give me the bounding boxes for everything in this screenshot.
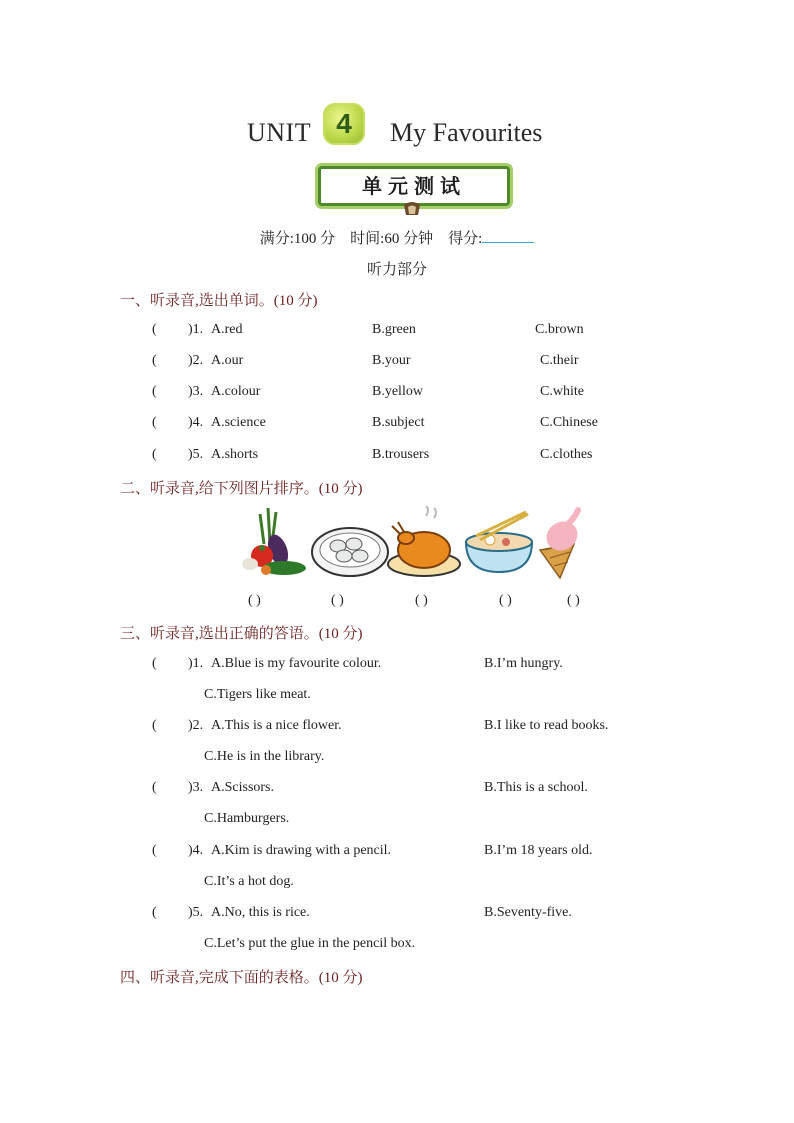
dumplings-icon (312, 528, 388, 576)
answer-paren[interactable]: ( (152, 415, 157, 430)
order-blank[interactable]: ( ) (415, 593, 428, 608)
option-a: A.Blue is my favourite colour. (211, 656, 382, 671)
roast-chicken-icon (388, 506, 460, 576)
unit-title: My Favourites (390, 118, 543, 147)
time-limit: 时间:60 分钟 (350, 231, 434, 247)
question-number: )4. (188, 843, 204, 858)
answer-paren[interactable]: ( (152, 718, 157, 733)
order-blank[interactable]: ( ) (499, 593, 512, 608)
question-number: )1. (188, 322, 204, 337)
unit-label: UNIT (247, 118, 312, 147)
question-number: )2. (188, 353, 204, 368)
option-c: C.clothes (540, 447, 593, 462)
noodles-icon (466, 512, 532, 572)
answer-paren[interactable]: ( (152, 780, 157, 795)
option-b: B.green (372, 322, 416, 337)
score-label: 得分: (448, 231, 483, 247)
section-2-points: (10 分) (318, 481, 363, 497)
option-a: A.This is a nice flower. (211, 718, 342, 733)
section-1-points: (10 分) (273, 293, 318, 309)
option-c: C.brown (535, 322, 584, 337)
option-c: C.their (540, 353, 579, 368)
test-banner (312, 160, 512, 218)
option-a: A.Scissors. (211, 780, 275, 795)
answer-paren[interactable]: ( (152, 656, 157, 671)
option-b: B.This is a school. (484, 780, 588, 795)
option-c: C.Hamburgers. (204, 811, 290, 826)
full-marks: 满分:100 分 (259, 231, 336, 247)
option-c: C.It’s a hot dog. (204, 874, 294, 889)
answer-paren[interactable]: ( (152, 384, 157, 399)
section-3-points: (10 分) (318, 626, 363, 642)
section-1-title: 一、听录音,选出单词。(10 分) (120, 293, 318, 309)
ice-cream-icon (540, 510, 583, 578)
question-number: )3. (188, 384, 204, 399)
question-number: )1. (188, 656, 204, 671)
option-b: B.trousers (372, 447, 430, 462)
answer-paren[interactable]: ( (152, 353, 157, 368)
option-b: B.I’m 18 years old. (484, 843, 593, 858)
order-blank[interactable]: ( ) (331, 593, 344, 608)
vegetables-icon (242, 508, 306, 575)
section-2-title: 二、听录音,给下列图片排序。(10 分) (120, 481, 363, 497)
option-a: A.Kim is drawing with a pencil. (211, 843, 392, 858)
option-b: B.yellow (372, 384, 423, 399)
option-b: B.subject (372, 415, 425, 430)
option-b: B.Seventy-five. (484, 905, 572, 920)
option-b: B.your (372, 353, 411, 368)
option-c: C.Let’s put the glue in the pencil box. (204, 936, 416, 951)
exam-info (0, 227, 794, 248)
option-a: A.red (211, 322, 243, 337)
question-number: )3. (188, 780, 204, 795)
option-a: A.shorts (211, 447, 259, 462)
order-blank[interactable]: ( ) (248, 593, 261, 608)
option-a: A.No, this is rice. (211, 905, 310, 920)
food-pictures (240, 506, 590, 582)
option-a: A.our (211, 353, 244, 368)
question-number: )5. (188, 905, 204, 920)
option-c: C.white (540, 384, 584, 399)
option-c: C.Chinese (540, 415, 598, 430)
option-a: A.science (211, 415, 266, 430)
section-4-title: 四、听录音,完成下面的表格。(10 分) (120, 970, 363, 986)
question-number: )2. (188, 718, 204, 733)
option-b: B.I’m hungry. (484, 656, 563, 671)
option-b: B.I like to read books. (484, 718, 609, 733)
score-blank[interactable] (482, 228, 534, 243)
section-4-points: (10 分) (318, 970, 363, 986)
question-number: )5. (188, 447, 204, 462)
option-a: A.colour (211, 384, 261, 399)
banner-hanger-icon (312, 160, 512, 218)
question-number: )4. (188, 415, 204, 430)
option-c: C.Tigers like meat. (204, 687, 311, 702)
answer-paren[interactable]: ( (152, 905, 157, 920)
unit-number-badge: 4 (323, 103, 365, 145)
answer-paren[interactable]: ( (152, 843, 157, 858)
banner-text: 单元测试 (362, 174, 466, 198)
part-title: 听力部分 (366, 262, 427, 278)
option-c: C.He is in the library. (204, 749, 325, 764)
answer-paren[interactable]: ( (152, 447, 157, 462)
section-3-title: 三、听录音,选出正确的答语。(10 分) (120, 626, 363, 642)
answer-paren[interactable]: ( (152, 322, 157, 337)
order-blank[interactable]: ( ) (567, 593, 580, 608)
